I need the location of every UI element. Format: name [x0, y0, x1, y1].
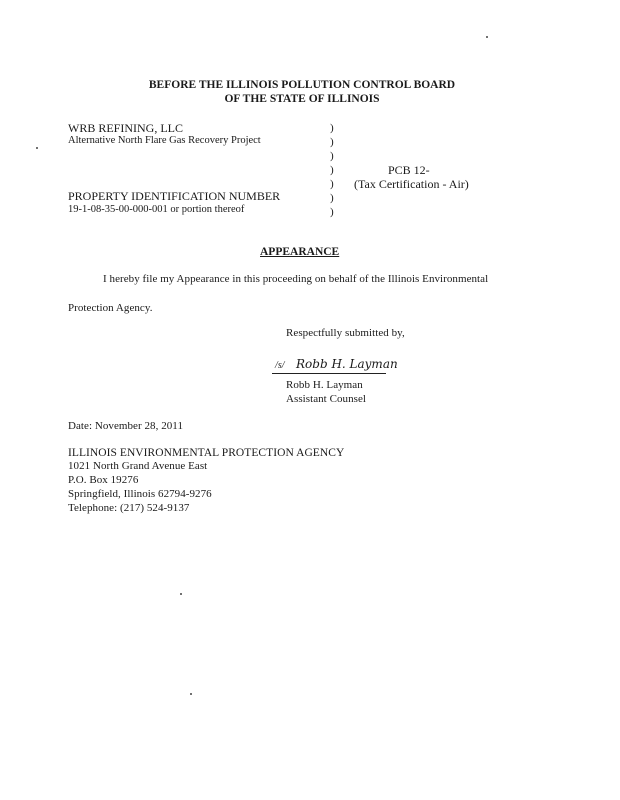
caption-paren: )	[330, 206, 334, 218]
board-heading-line1: BEFORE THE ILLINOIS POLLUTION CONTROL BOARD	[148, 79, 456, 91]
scan-speck	[486, 36, 488, 38]
property-number: 19-1-08-35-00-000-001 or portion thereof	[68, 204, 245, 215]
signature: Robb H. Layman	[296, 357, 398, 371]
body-line-1: I hereby file my Appearance in this proceeding on behalf of the Illinois Environmental	[103, 273, 489, 285]
scan-speck	[36, 147, 38, 149]
agency-phone: Telephone: (217) 524-9137	[68, 502, 190, 514]
agency-name: ILLINOIS ENVIRONMENTAL PROTECTION AGENCY	[68, 447, 345, 459]
caption-paren: )	[330, 122, 334, 134]
scan-speck	[190, 693, 192, 695]
board-heading-line2: OF THE STATE OF ILLINOIS	[224, 93, 380, 105]
signer-name: Robb H. Layman	[286, 379, 363, 391]
project-name: Alternative North Flare Gas Recovery Project	[68, 135, 261, 146]
caption-paren: )	[330, 136, 334, 148]
body-line-2: Protection Agency.	[68, 302, 153, 314]
caption-paren: )	[330, 192, 334, 204]
case-type: (Tax Certification - Air)	[354, 177, 469, 191]
agency-po-box: P.O. Box 19276	[68, 474, 139, 486]
agency-city: Springfield, Illinois 62794-9276	[68, 488, 212, 500]
party-name: WRB REFINING, LLC	[68, 121, 183, 135]
caption-paren: )	[330, 164, 334, 176]
signer-role: Assistant Counsel	[286, 393, 366, 405]
property-label: PROPERTY IDENTIFICATION NUMBER	[68, 189, 281, 203]
case-number: PCB 12-	[388, 163, 430, 177]
document-title: APPEARANCE	[260, 246, 340, 258]
signature-prefix: /s/	[275, 360, 285, 371]
caption-paren: )	[330, 178, 334, 190]
closing: Respectfully submitted by,	[286, 327, 405, 339]
signature-line	[272, 373, 386, 374]
agency-street: 1021 North Grand Avenue East	[68, 460, 208, 472]
scan-speck	[180, 593, 182, 595]
date-line: Date: November 28, 2011	[68, 420, 183, 432]
caption-paren: )	[330, 150, 334, 162]
